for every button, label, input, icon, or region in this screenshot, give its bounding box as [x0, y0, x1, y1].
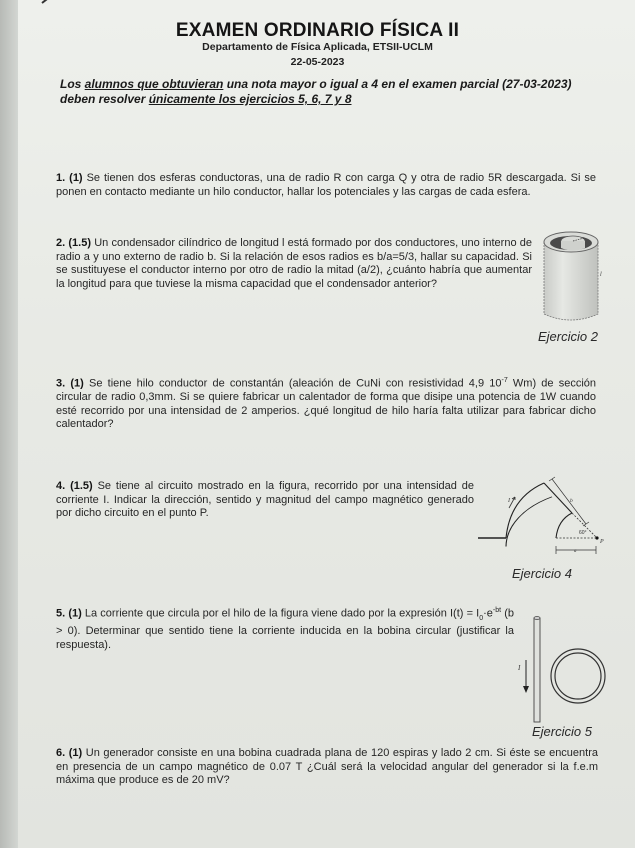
question-text: ·e — [483, 607, 493, 620]
svg-text:a: a — [574, 549, 577, 554]
exponent: -7 — [501, 377, 508, 384]
question-2 — [56, 237, 532, 291]
figure-caption-4: Ejercicio 4 — [512, 566, 572, 581]
question-5 — [56, 604, 514, 652]
notice-paragraph — [60, 77, 580, 107]
notice-underlined-exercises: únicamente los ejercicios 5, 6, 7 y 8 — [148, 92, 352, 106]
question-points: (1) — [69, 172, 83, 184]
svg-text:P: P — [600, 539, 604, 545]
circuit-arc-figure — [478, 480, 608, 565]
svg-text:I: I — [508, 498, 510, 504]
notice-text: una nota mayor o igual a 4 en el examen parcial (27-03-2023) deben resolver — [60, 77, 572, 106]
svg-text:60°: 60° — [579, 530, 587, 536]
svg-text:b: b — [570, 498, 573, 504]
question-number: 5. — [56, 607, 66, 620]
subscript: 0 — [479, 614, 484, 622]
question-points: (1) — [68, 747, 83, 759]
exponent: -bt — [492, 607, 502, 614]
question-text: Un condensador cilíndrico de longitud l está formado por dos conductores, uno interno de radio a y uno externo de radio b. Si la relación de esos radios es b/a=5/3, hallar su capacidad. Si se sustituyese el conductor interno por otro de radio la mitad (a/2), ¿cuánto habría que aumentar la longitud para que tuviese la misma capacidad que el condensador anterior? — [56, 237, 532, 290]
question-points: (1.5) — [70, 480, 93, 492]
figure-caption-2: Ejercicio 2 — [538, 329, 598, 344]
question-points: (1) — [68, 607, 82, 620]
question-text: Wm) de sección circular de radio 0,3mm. Si se quiere fabricar un calentador de forma que disipe una potencia de 1W cuando esté recorrido por una intensidad de 2 amperios. ¿qué longitud de hilo haría falta utilizar para fabricar dicho calentador? — [56, 377, 597, 431]
figure-caption-5: Ejercicio 5 — [532, 724, 592, 739]
question-number: 3. — [56, 377, 66, 390]
question-points: (1) — [70, 377, 84, 390]
cylindrical-capacitor-figure — [540, 228, 602, 328]
exam-title: EXAMEN ORDINARIO FÍSICA II — [175, 20, 460, 41]
question-points: (1.5) — [68, 237, 92, 249]
exam-date: 22-05-2023 — [290, 56, 345, 68]
question-1 — [56, 172, 596, 199]
question-number: 1. — [56, 172, 66, 184]
question-3 — [56, 374, 596, 432]
wire-and-coil-figure — [508, 614, 608, 726]
question-text: La corriente que circula por el hilo de la figura viene dado por la expresión I(t) = I — [84, 607, 480, 620]
question-text: (b > 0). Determinar que sentido tiene la corriente inducida en la bobina circular (justificar la respuesta). — [56, 607, 514, 651]
paper-shadow-edge — [0, 0, 18, 848]
question-text: Se tiene hilo conductor de constantán (aleación de CuNi con resistividad 4,9 10 — [89, 377, 502, 390]
department-line: Departamento de Física Aplicada, ETSII-UCLM — [202, 41, 433, 53]
question-number: 4. — [56, 480, 66, 492]
svg-text:l: l — [600, 272, 602, 278]
notice-text: Los — [60, 77, 85, 91]
question-number: 2. — [56, 237, 66, 249]
question-6 — [56, 747, 598, 788]
question-text: Un generador consiste en una bobina cuadrada plana de 120 espiras y lado 2 cm. Si éste se encuentra en presencia de un campo magnético de 0.07 T ¿Cuál será la velocidad angular del generador si la f.e.m máxima que produce es de 20 mV? — [56, 747, 599, 786]
question-number: 6. — [56, 747, 66, 759]
question-text: Se tienen dos esferas conductoras, una de radio R con carga Q y otra de radio 5R descargada. Si se ponen en contacto mediante un hilo conductor, hallar los potenciales y las cargas de cada esfera. — [56, 172, 597, 198]
notice-underlined-students: alumnos que obtuvieran — [84, 77, 224, 91]
question-4 — [56, 480, 474, 521]
question-text: Se tiene al circuito mostrado en la figura, recorrido por una intensidad de corriente I. Indicar la dirección, sentido y magnitud del campo magnético generado por dicho circuito en el punto P. — [56, 480, 474, 519]
svg-text:I: I — [518, 664, 521, 672]
